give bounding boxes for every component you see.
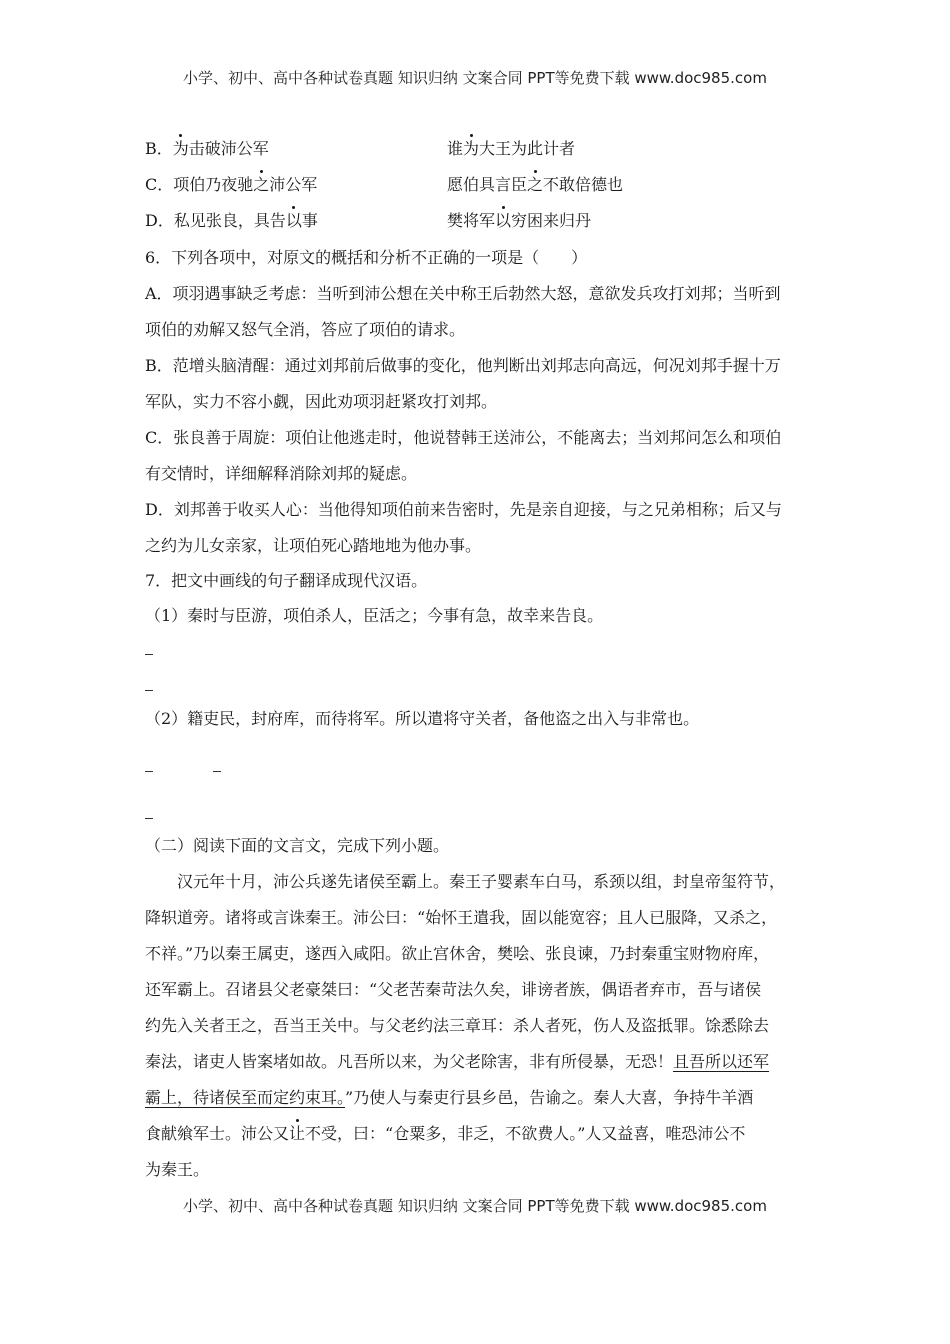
answer-blank-line bbox=[213, 771, 221, 772]
passage-line: 约先入关者王之，吾当王关中。与父老约法三章耳：杀人者死，伤人及盗抵罪。馀悉除去 bbox=[145, 1016, 770, 1035]
page-header: 小学、初中、高中各种试卷真题 知识归纳 文案合同 PPT等免费下载 www.doc985.com bbox=[183, 69, 767, 87]
underlined-sentence: 霸上，待诸侯至而定约束耳。 bbox=[145, 1088, 346, 1107]
underlined-sentence: 且吾所以还军 bbox=[673, 1052, 770, 1071]
q5-option-d-right: 樊将军以穷困来归丹 bbox=[447, 211, 592, 230]
q5-option-c-right: 愿伯具言臣之不敢倍德也 bbox=[447, 175, 624, 194]
q6-option-d-line1: D．刘邦善于收买人心：当他得知项伯前来告密时，先是亲自迎接，与之兄弟相称；后又与 bbox=[145, 500, 782, 519]
passage-line: 汉元年十月，沛公兵遂先诸侯至霸上。秦王子婴素车白马，系颈以组，封皇帝玺符节， bbox=[177, 872, 786, 891]
q6-option-b-line2: 军队，实力不容小觑，因此劝项羽赶紧攻打刘邦。 bbox=[145, 392, 498, 411]
q5-option-d-left: D．私见张良，具告以事 bbox=[145, 211, 318, 230]
passage-line: 霸上，待诸侯至而定约束耳。”乃使人与秦吏行县乡邑，告谕之。秦人大喜，争持牛羊酒 bbox=[145, 1088, 754, 1107]
answer-blank-line bbox=[145, 690, 153, 691]
q6-option-b-line1: B．范增头脑清醒：通过刘邦前后做事的变化，他判断出刘邦志向高远，何况刘邦手握十万 bbox=[145, 356, 781, 375]
passage-line: 食献飨军士。沛公又让不受，曰：“仓粟多，非乏，不欲费人。”人又益喜，唯恐沛公不 bbox=[145, 1124, 746, 1143]
q5-option-b-left: B．为击破沛公军 bbox=[145, 139, 269, 158]
passage-line: 还军霸上。召诸县父老豪桀曰：“父老苦秦苛法久矣，诽谤者族，偶语者弃市，吾与诸侯 bbox=[145, 980, 762, 999]
q6-option-a-line2: 项伯的劝解又怒气全消，答应了项伯的请求。 bbox=[145, 320, 466, 339]
q5-option-b-right: 谁为大王为此计者 bbox=[447, 139, 576, 158]
q6-stem: 6．下列各项中，对原文的概括和分析不正确的一项是（ ） bbox=[145, 248, 588, 267]
q6-option-d-line2: 之约为儿女亲家，让项伯死心踏地地为他办事。 bbox=[145, 536, 482, 555]
answer-blank-line bbox=[145, 771, 153, 772]
q7-sentence-1: （1）秦时与臣游，项伯杀人，臣活之；今事有急，故幸来告良。 bbox=[145, 606, 604, 625]
q5-option-c-left: C．项伯乃夜驰之沛公军 bbox=[145, 175, 318, 194]
q7-sentence-2: （2）籍吏民，封府库，而待将军。所以遣将守关者，备他盗之出入与非常也。 bbox=[145, 709, 700, 728]
passage-line: 秦法，诸吏人皆案堵如故。凡吾所以来，为父老除害，非有所侵暴，无恐！且吾所以还军 bbox=[145, 1052, 770, 1071]
section-2-title: （二）阅读下面的文言文，完成下列小题。 bbox=[145, 836, 450, 855]
q6-option-c-line2: 有交情时，详细解释消除刘邦的疑虑。 bbox=[145, 464, 418, 483]
passage-line: 为秦王。 bbox=[145, 1160, 210, 1179]
answer-blank-line bbox=[145, 818, 153, 819]
passage-line: 降轵道旁。诸将或言诛秦王。沛公曰：“始怀王遣我，固以能宽容；且人已服降，又杀之， bbox=[145, 908, 778, 927]
q6-option-c-line1: C．张良善于周旋：项伯让他逃走时，他说替韩王送沛公，不能离去；当刘邦问怎么和项伯 bbox=[145, 428, 782, 447]
q7-stem: 7．把文中画线的句子翻译成现代汉语。 bbox=[145, 571, 428, 590]
passage-line: 不祥。”乃以秦王属吏，遂西入咸阳。欲止宫休舍，樊哙、张良谏，乃封秦重宝财物府库， bbox=[145, 944, 770, 963]
q6-option-a-line1: A．项羽遇事缺乏考虑：当听到沛公想在关中称王后勃然大怒，意欲发兵攻打刘邦；当听到 bbox=[145, 284, 781, 303]
page-footer: 小学、初中、高中各种试卷真题 知识归纳 文案合同 PPT等免费下载 www.doc985.com bbox=[183, 1197, 767, 1215]
answer-blank-line bbox=[145, 654, 153, 655]
